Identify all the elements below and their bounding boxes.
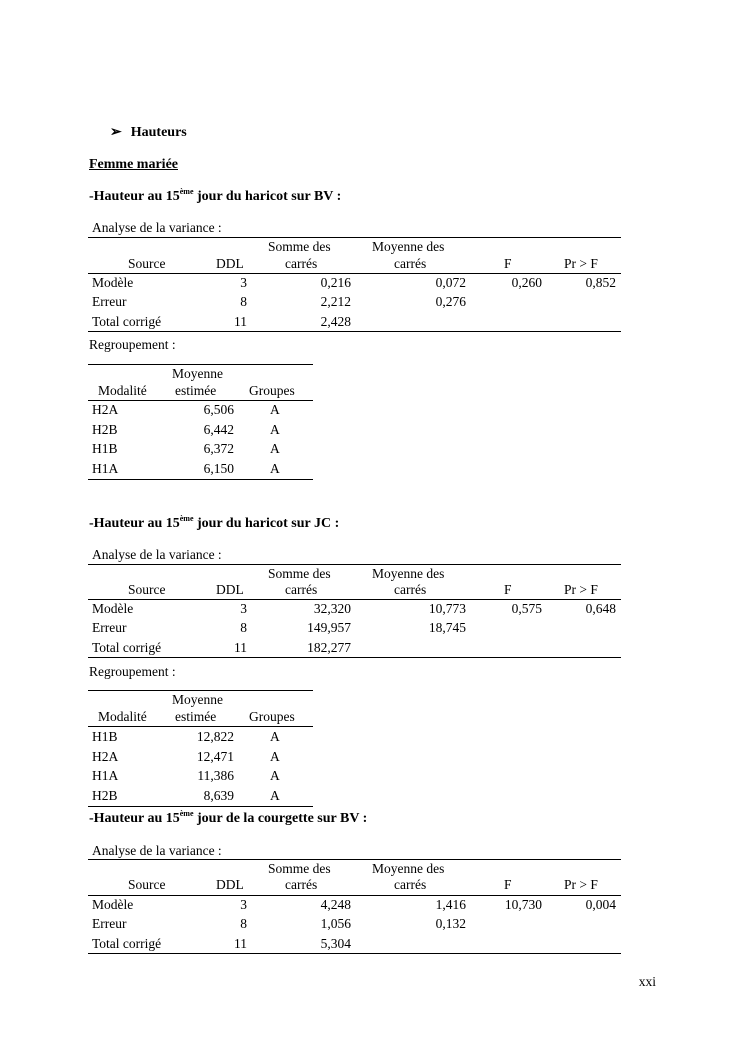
header-ms-2: carrés <box>394 877 427 892</box>
header-f: F <box>504 582 512 597</box>
header-ms-1: Moyenne des <box>372 566 445 581</box>
block-heading: -Hauteur au 15ème jour du haricot sur BV : <box>89 187 342 204</box>
section-title: Hauteurs <box>130 125 187 140</box>
row-ms: 0,276 <box>435 294 466 309</box>
group-letter: A <box>270 768 280 783</box>
row-source: Erreur <box>92 916 127 931</box>
anova-table <box>88 237 621 333</box>
group-letter: A <box>270 441 280 456</box>
row-source: Modèle <box>92 275 134 290</box>
row-ddl: 8 <box>240 294 247 309</box>
group-mod: H1B <box>92 729 118 744</box>
header-ddl: DDL <box>216 256 244 271</box>
header-f: F <box>504 256 512 271</box>
row-source: Erreur <box>92 294 127 309</box>
header-ms-1: Moyenne des <box>372 861 445 876</box>
anova-caption: Analyse de la variance : <box>92 547 222 562</box>
group-header-groupes: Groupes <box>249 383 295 398</box>
group-header-modalite: Modalité <box>98 383 147 398</box>
row-ss: 2,428 <box>320 314 351 329</box>
row-ss: 32,320 <box>313 601 351 616</box>
group-mod: H2B <box>92 788 118 803</box>
group-table <box>88 690 313 808</box>
header-ddl: DDL <box>216 582 244 597</box>
row-pr: 0,004 <box>585 897 616 912</box>
row-ddl: 8 <box>240 620 247 635</box>
group-mean: 6,372 <box>203 441 234 456</box>
row-source: Total corrigé <box>92 936 162 951</box>
group-mean: 6,506 <box>203 402 234 417</box>
group-header-modalite: Modalité <box>98 709 147 724</box>
row-ss: 149,957 <box>307 620 351 635</box>
row-source: Modèle <box>92 601 134 616</box>
anova-caption: Analyse de la variance : <box>92 220 222 235</box>
row-ss: 1,056 <box>320 916 351 931</box>
header-ddl: DDL <box>216 877 244 892</box>
block-heading: -Hauteur au 15ème jour du haricot sur JC : <box>89 514 340 531</box>
block-heading: -Hauteur au 15ème jour de la courgette sur BV : <box>89 809 368 826</box>
row-ms: 18,745 <box>428 620 466 635</box>
row-ddl: 11 <box>234 314 247 329</box>
group-header-mean-1: Moyenne <box>172 366 223 381</box>
group-letter: A <box>270 749 280 764</box>
header-ms-2: carrés <box>394 582 427 597</box>
header-pr: Pr > F <box>564 877 598 892</box>
arrow-bullet-icon: ➢ <box>110 125 122 140</box>
row-f: 10,730 <box>504 897 542 912</box>
group-mod: H2B <box>92 422 118 437</box>
regroup-caption: Regroupement : <box>89 337 176 352</box>
header-ss-2: carrés <box>285 582 318 597</box>
group-mean: 11,386 <box>197 768 234 783</box>
row-ddl: 11 <box>234 936 247 951</box>
header-ms-2: carrés <box>394 256 427 271</box>
row-ddl: 11 <box>234 640 247 655</box>
header-source: Source <box>128 877 166 892</box>
header-ss-1: Somme des <box>268 566 331 581</box>
row-ss: 4,248 <box>320 897 351 912</box>
header-ms-1: Moyenne des <box>372 239 445 254</box>
group-mod: H1A <box>92 461 119 476</box>
group-letter: A <box>270 729 280 744</box>
group-mod: H2A <box>92 749 119 764</box>
header-pr: Pr > F <box>564 256 598 271</box>
row-pr: 0,648 <box>585 601 616 616</box>
group-mod: H2A <box>92 402 119 417</box>
row-source: Total corrigé <box>92 640 162 655</box>
row-ms: 0,132 <box>435 916 466 931</box>
header-ss-1: Somme des <box>268 239 331 254</box>
group-mean: 6,150 <box>203 461 234 476</box>
subheading: Femme mariée <box>89 157 178 172</box>
row-ddl: 3 <box>240 601 247 616</box>
header-ss-1: Somme des <box>268 861 331 876</box>
row-ss: 182,277 <box>307 640 351 655</box>
regroup-caption: Regroupement : <box>89 664 176 679</box>
group-header-mean-2: estimée <box>175 709 217 724</box>
group-mod: H1A <box>92 768 119 783</box>
group-letter: A <box>270 788 280 803</box>
row-pr: 0,852 <box>585 275 616 290</box>
row-ss: 0,216 <box>320 275 351 290</box>
row-ms: 10,773 <box>428 601 466 616</box>
row-source: Erreur <box>92 620 127 635</box>
header-ss-2: carrés <box>285 877 318 892</box>
row-ss: 5,304 <box>320 936 351 951</box>
anova-table <box>88 859 621 955</box>
group-header-mean-1: Moyenne <box>172 692 223 707</box>
group-mean: 12,822 <box>196 729 234 744</box>
row-ms: 1,416 <box>435 897 466 912</box>
group-mean: 8,639 <box>203 788 234 803</box>
header-source: Source <box>128 582 166 597</box>
header-f: F <box>504 877 512 892</box>
group-mean: 6,442 <box>203 422 234 437</box>
row-ddl: 3 <box>240 275 247 290</box>
row-ddl: 3 <box>240 897 247 912</box>
section-bullet <box>110 124 187 141</box>
row-f: 0,260 <box>511 275 542 290</box>
row-source: Total corrigé <box>92 314 162 329</box>
page-number: xxi <box>638 974 656 989</box>
group-letter: A <box>270 422 280 437</box>
group-letter: A <box>270 461 280 476</box>
header-source: Source <box>128 256 166 271</box>
row-ddl: 8 <box>240 916 247 931</box>
group-header-groupes: Groupes <box>249 709 295 724</box>
header-ss-2: carrés <box>285 256 318 271</box>
anova-caption: Analyse de la variance : <box>92 843 222 858</box>
group-header-mean-2: estimée <box>175 383 217 398</box>
row-ss: 2,212 <box>320 294 351 309</box>
row-f: 0,575 <box>511 601 542 616</box>
row-source: Modèle <box>92 897 134 912</box>
group-mod: H1B <box>92 441 118 456</box>
row-ms: 0,072 <box>435 275 466 290</box>
group-table <box>88 364 313 482</box>
header-pr: Pr > F <box>564 582 598 597</box>
group-letter: A <box>270 402 280 417</box>
anova-table <box>88 564 621 660</box>
group-mean: 12,471 <box>196 749 234 764</box>
